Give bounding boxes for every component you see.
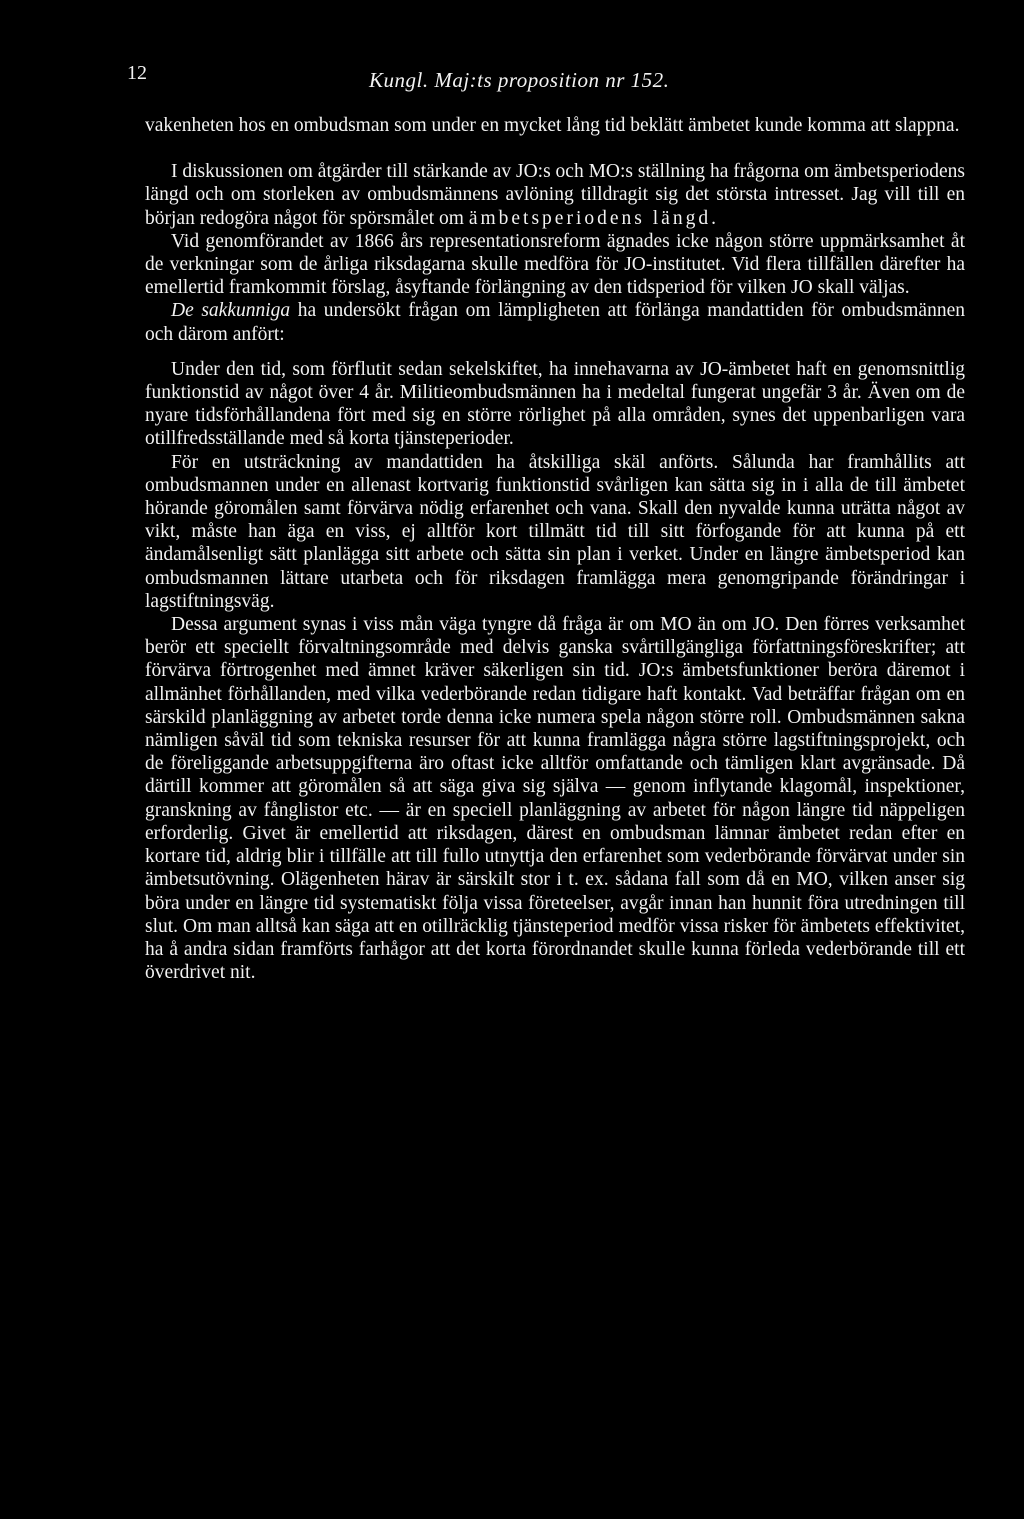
- paragraph-history: Vid genomförandet av 1866 års representationsreform ägnades icke någon större uppmärksamhet åt de verkningar som de årliga riksdagarna skulle medföra för JO-institutet. Vid flera tillfällen därefter ha emellertid framkommit förslag, åsyftande förlängning av den tidsperiod för vilken JO skall väljas.: [145, 230, 965, 299]
- page-number: 12: [127, 62, 147, 84]
- italic-emphasis: De sakkunniga: [171, 300, 291, 322]
- paragraph-text: .: [711, 207, 716, 229]
- paragraph-continuation: vakenheten hos en ombudsman som under en mycket lång tid beklätt ämbetet kunde komma att slappna.: [145, 115, 960, 136]
- body-text: [145, 114, 965, 984]
- paragraph-text: I diskussionen om åtgärder till stärkande av JO:s och MO:s ställning ha frågorna om ämbetsperiodens längd och om storleken av ombudsmännens avlöning tilldragit sig det största intresset. Jag vill till en början redogöra något för spörsmålet om: [145, 161, 965, 229]
- paragraph-term-length-intro: [145, 160, 965, 230]
- quote-paragraph-1: Under den tid, som förflutit sedan sekelskiftet, ha innehavarna av JO-ämbetet haft en genomsnittlig funktionstid av något över 4 år. Militieombudsmännen ha i medeltal fungerat ungefär 3 år. Även om de nyare tidsförhållandena fört med sig en större rörlighet på alla områden, synes det uppenbarligen vara otillfredsställande med så korta tjänsteperioder.: [145, 358, 965, 450]
- running-title: Kungl. Maj:ts proposition nr 152.: [369, 68, 670, 92]
- page-header: [127, 60, 965, 100]
- quote-paragraph-3: Dessa argument synas i viss mån väga tyngre då fråga är om MO än om JO. Den förres verksamhet berör ett speciellt förvaltningsområde med delvis ganska svårtillgängliga författningsföreskrifter; att förvärva förtrogenhet med ämnet kräver säkerligen sin tid. JO:s ämbetsfunktioner beröra däremot i allmänhet förhållanden, med vilka vederbörande redan tidigare haft kontakt. Vad beträffar frågan om en särskild planläggning av arbetet torde denna icke numera spela någon större roll. Ombudsmännen sakna nämligen såväl tid som tekniska resurser för att kunna framlägga några större lagstiftningsprojekt, och de föreliggande arbetsuppgifterna äro oftast icke alltför omfattande och tämligen klart avgränsade. Då därtill kommer att göromålen så att säga giva sig själva — genom inflytande klagomål, inspektioner, granskning av fånglistor etc. — är en speciell planläggning av arbetet för någon längre tid näppeligen erforderlig. Givet är emellertid att riksdagen, därest en ombudsman lämnar ämbetet redan efter en kortare tid, aldrig blir i tillfälle att till fullo utnyttja den erfarenhet som vederbörande förvärvat under sin ämbetsutövning. Olägenheten härav är särskilt stor i t. ex. sådana fall som då en MO, vilken anser sig böra under en längre tid systematiskt följa vissa företeelser, avgår innan han hunnit föra utredningen till slut. Om man alltså kan säga att en otillräcklig tjänsteperiod medför vissa risker för ämbetets effektivitet, ha å andra sidan framförts farhågor att det korta förordnandet skulle kunna förleda vederbörande till ett överdrivet nit.: [145, 614, 965, 984]
- quote-paragraph-2: För en utsträckning av mandattiden ha åtskilliga skäl anförts. Sålunda har framhållits att ombudsmannen under en allenast kortvarig funktionstid svårligen kan sätta sig in i alla de till ämbetet hörande göromålen samt förvärva nödig erfarenhet och vana. Skall den nyvalde kunna uträtta något av vikt, måste han äga en viss, ej alltför kort tillmätt tid till sitt förfogande för att kunna på ett ändamålsenligt sätt planlägga sitt arbete och sätta sin plan i verket. Under en längre ämbetsperiod kan ombudsmannen lättare utarbeta och för riksdagen framlägga mera genomgripande förändringar i lagstiftningsväg.: [145, 451, 965, 612]
- paragraph-experts: [145, 299, 965, 345]
- spaced-emphasis: ämbetsperiodens längd: [468, 207, 712, 229]
- document-page: [127, 60, 965, 984]
- paragraph-text: ha undersökt frågan om lämpligheten att förlänga mandattiden för ombudsmännen och därom anfört:: [145, 300, 965, 345]
